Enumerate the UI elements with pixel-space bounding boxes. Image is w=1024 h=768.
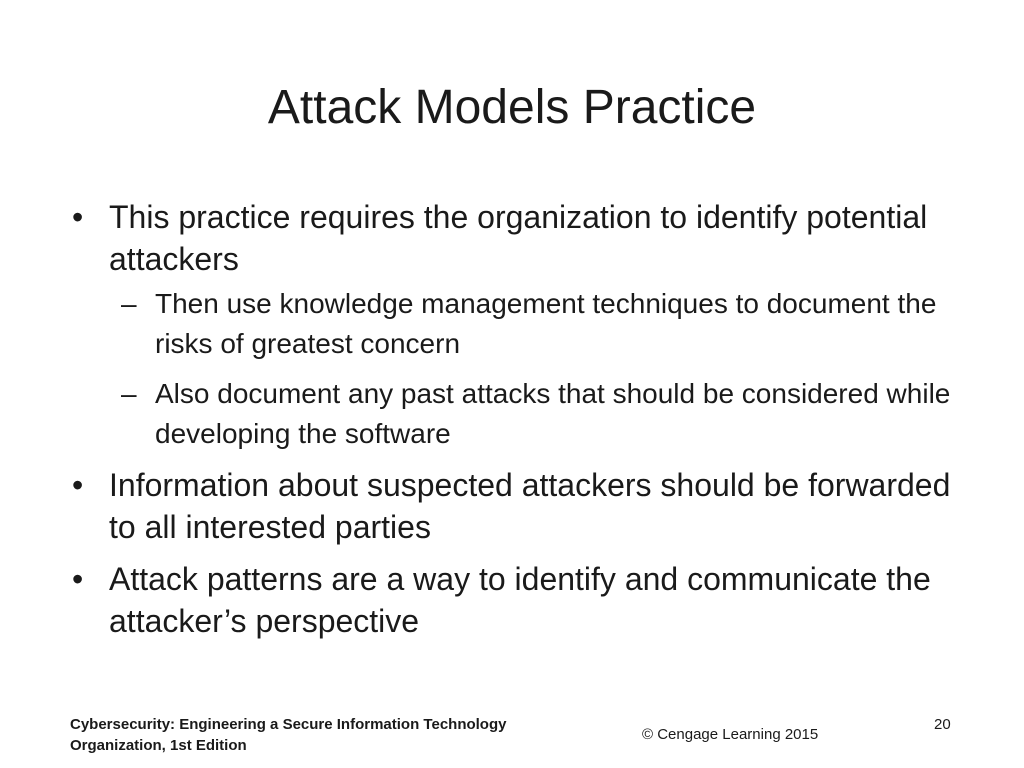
slide-title: Attack Models Practice <box>267 81 757 134</box>
bullet-text: This practice requires the organization to identify potential attackers <box>109 199 928 277</box>
bullet-list <box>72 196 952 652</box>
sub-bullet-item <box>109 374 952 454</box>
bullet-marker: • <box>72 467 84 503</box>
bullet-marker: • <box>72 199 84 235</box>
footer-book-title: Cybersecurity: Engineering a Secure Information Technology Organization, 1st Edition <box>70 716 507 754</box>
sub-bullet-text: Also document any past attacks that should be considered while developing the software <box>155 378 951 449</box>
sub-bullet-text: Then use knowledge management techniques to document the risks of greatest concern <box>155 288 937 359</box>
sub-bullet-list <box>109 284 952 454</box>
bullet-item <box>72 464 952 548</box>
bullet-item <box>72 196 952 454</box>
bullet-text: Information about suspected attackers should be forwarded to all interested parties <box>109 467 951 545</box>
footer-copyright: © Cengage Learning 2015 <box>642 726 819 743</box>
page-number: 20 <box>934 716 951 733</box>
sub-bullet-marker: – <box>121 288 137 319</box>
bullet-marker: • <box>72 561 84 597</box>
sub-bullet-item <box>109 284 952 364</box>
bullet-item <box>72 558 952 642</box>
sub-bullet-marker: – <box>121 378 137 409</box>
bullet-text: Attack patterns are a way to identify and communicate the attacker’s perspective <box>109 561 931 639</box>
